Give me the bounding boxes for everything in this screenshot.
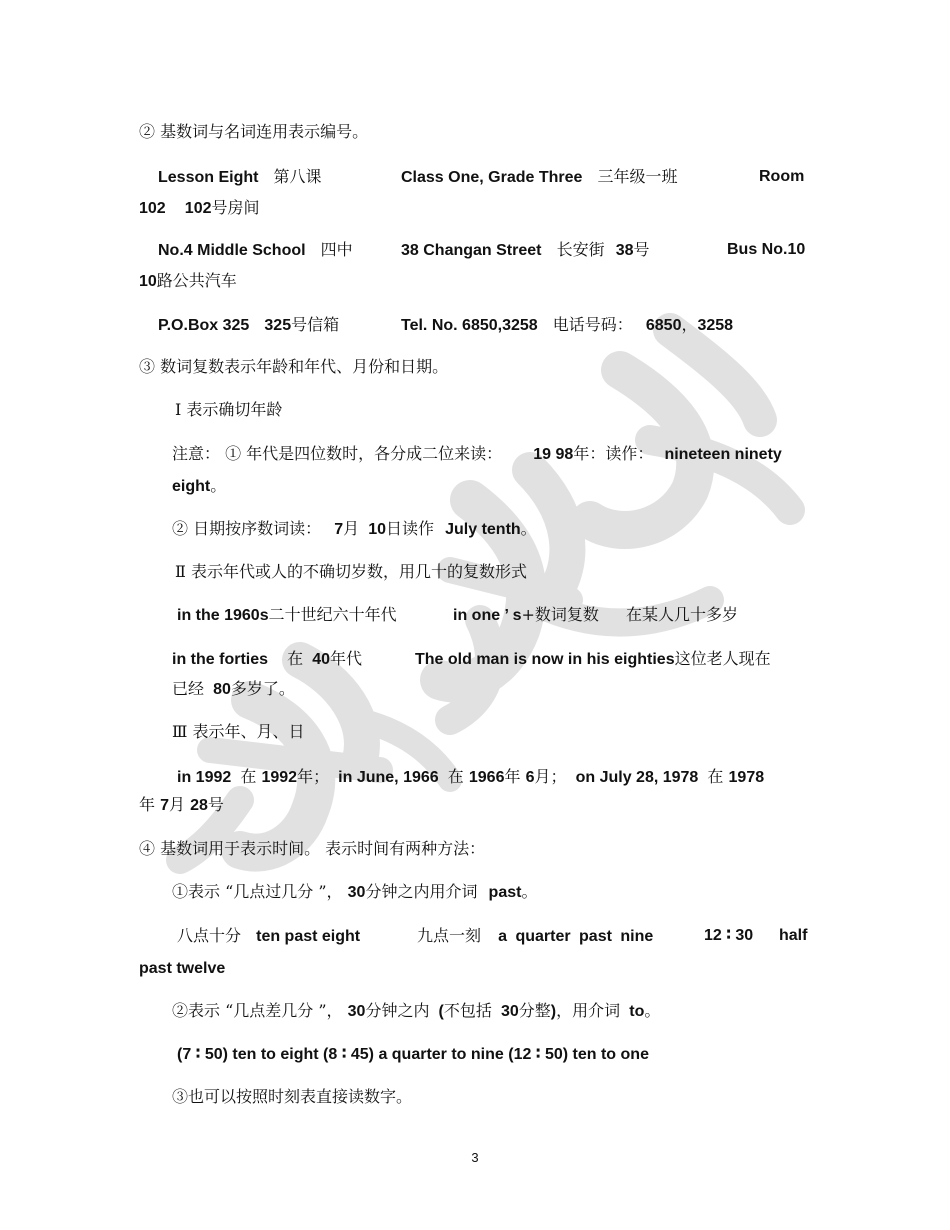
- note-en: 19 98: [533, 446, 574, 463]
- example-line: [415, 648, 771, 671]
- example-zh: 路公共汽车: [156, 271, 237, 290]
- rule-zh: 不包括: [443, 1001, 492, 1020]
- example-number: 80: [213, 681, 231, 698]
- example-number: 3258: [697, 317, 734, 334]
- date-example-cont: [139, 794, 224, 817]
- example-number: 1992: [261, 769, 298, 786]
- example-en: Tel. No. 6850,3258: [401, 317, 538, 334]
- example-zh: 三年级一班: [597, 167, 678, 186]
- example-zh: 号信箱: [291, 315, 340, 334]
- note-zh: ② 日期按序数词读：: [172, 519, 322, 538]
- example-en: 12 ∶ 30: [704, 927, 754, 944]
- example-number: 10: [139, 273, 157, 290]
- rule-en: to: [629, 1003, 645, 1020]
- rule-zh: 。: [644, 1001, 661, 1020]
- time-rule-line: ③也可以按照时刻表直接读数字。: [172, 1087, 413, 1106]
- example-en: P.O.Box 325: [158, 317, 250, 334]
- note-zh: 。: [210, 476, 227, 495]
- numbering-example-row: [158, 314, 339, 337]
- example-zh: 第八课: [273, 167, 322, 186]
- example-number: 40: [312, 651, 331, 668]
- note-line-cont: [172, 475, 226, 498]
- rule-number: 30: [347, 1003, 366, 1020]
- example-en: in June, 1966: [338, 769, 439, 786]
- rule-zh: 分整: [518, 1001, 551, 1020]
- example-zh: 月: [169, 795, 186, 814]
- example-en: 102: [139, 200, 166, 217]
- rule-zh: 分钟之内用介词: [365, 882, 478, 901]
- calligraphy-watermark: [150, 300, 830, 880]
- example-zh: +数词复数: [521, 605, 599, 624]
- example-zh: 号: [207, 795, 224, 814]
- section-heading-numbering: ② 基数词与名词连用表示编号。: [139, 122, 369, 141]
- time-example-line: [417, 925, 653, 948]
- rule-bracket: ): [550, 1003, 557, 1020]
- example-zh: 已经: [172, 679, 205, 698]
- example-zh: 九点一刻: [417, 926, 482, 945]
- numbering-example-row: [401, 166, 678, 189]
- example-zh: 在: [240, 767, 257, 786]
- numbering-example-row: [401, 314, 733, 337]
- example-zh: 号房间: [211, 198, 260, 217]
- example-zh: 年代: [330, 649, 363, 668]
- example-number: 102: [184, 200, 212, 217]
- rule-zh: 分钟之内: [365, 1001, 430, 1020]
- subheading-approx-age: Ⅱ 表示年代或人的不确切岁数，用几十的复数形式: [175, 562, 527, 581]
- example-en: in the 1960s: [177, 607, 269, 624]
- subheading-exact-age: Ⅰ 表示确切年龄: [175, 400, 283, 419]
- example-en: Lesson Eight: [158, 169, 259, 186]
- time-example-line: [177, 925, 360, 948]
- example-zh: 电话号码：: [552, 315, 633, 334]
- example-number: 325: [264, 317, 292, 334]
- numbering-example-cont: [139, 270, 237, 293]
- numbering-example-cont: [139, 197, 260, 220]
- example-number: 6850: [645, 317, 682, 334]
- example-line: [453, 604, 738, 627]
- date-example-line: [177, 766, 764, 789]
- time-rule-line: [172, 881, 537, 904]
- example-en: Room: [759, 168, 805, 185]
- example-zh: 年；: [297, 767, 330, 786]
- example-zh: 在某人几十多岁: [625, 605, 738, 624]
- example-en: in 1992: [177, 769, 232, 786]
- subheading-dates: Ⅲ 表示年、月、日: [172, 722, 305, 741]
- rule-number: 30: [500, 1003, 519, 1020]
- note-zh: 。: [520, 519, 537, 538]
- page-number: 3: [471, 1150, 479, 1165]
- numbering-example-row: [401, 239, 650, 262]
- note-line: [172, 443, 782, 466]
- example-en: ten past eight: [256, 928, 361, 945]
- example-zh: 多岁了。: [230, 679, 295, 698]
- example-number: 1978: [728, 769, 765, 786]
- example-zh: 号: [633, 240, 650, 259]
- note-zh: 月: [343, 519, 360, 538]
- example-line: [177, 604, 397, 627]
- rule-en: past: [488, 884, 522, 901]
- example-zh: 二十世纪六十年代: [268, 605, 397, 624]
- note-zh: 日读作: [386, 519, 435, 538]
- note-number: 7: [334, 521, 344, 538]
- example-number: 7: [160, 797, 170, 814]
- example-en: No.4 Middle School: [158, 242, 306, 259]
- numbering-example-row: [158, 166, 322, 189]
- note-line: [172, 518, 537, 541]
- example-zh: 月；: [534, 767, 567, 786]
- rule-zh: ②表示 “几点差几分 ”，: [172, 1001, 343, 1020]
- rule-bracket: (: [438, 1003, 444, 1020]
- example-zh: 在: [707, 767, 724, 786]
- example-line: [172, 648, 362, 671]
- example-en: Bus No.10: [727, 241, 806, 258]
- time-example-line: (7 ∶ 50) ten to eight (8 ∶ 45) a quarter to nine (12 ∶ 50) ten to one: [177, 1046, 649, 1063]
- example-en: in the forties: [172, 651, 269, 668]
- example-en: 38 Changan Street: [401, 242, 542, 259]
- example-number: 28: [190, 797, 208, 814]
- note-en: July tenth: [445, 521, 521, 538]
- section-heading-time: ④ 基数词用于表示时间。 表示时间有两种方法：: [139, 839, 486, 858]
- example-zh: 四中: [320, 240, 353, 259]
- rule-zh: ①表示 “几点过几分 ”，: [172, 882, 343, 901]
- example-zh: ，: [681, 315, 698, 334]
- example-en: half: [779, 927, 808, 944]
- example-zh: 八点十分: [177, 926, 242, 945]
- rule-zh: 。: [521, 882, 538, 901]
- example-en: The old man is now in his eighties: [415, 651, 675, 668]
- example-en: on July 28, 1978: [575, 769, 699, 786]
- example-zh: 在: [447, 767, 464, 786]
- example-en: a quarter past nine: [498, 928, 654, 945]
- example-line-cont: [172, 678, 295, 701]
- note-en: eight: [172, 478, 211, 495]
- example-en: Class One, Grade Three: [401, 169, 583, 186]
- example-zh: 在: [287, 649, 304, 668]
- example-number: 1966: [468, 769, 505, 786]
- note-zh: 年：读作：: [573, 444, 654, 463]
- time-rule-line: [172, 1000, 660, 1023]
- example-number: 6: [525, 769, 535, 786]
- example-en: in one ’ s: [453, 607, 522, 624]
- numbering-example-row: [158, 239, 353, 262]
- example-zh: 年: [139, 795, 156, 814]
- example-zh: 长安街: [556, 240, 605, 259]
- note-zh: 注意： ① 年代是四位数时，各分成二位来读：: [172, 444, 503, 463]
- rule-number: 30: [347, 884, 366, 901]
- rule-zh: ，用介词: [556, 1001, 621, 1020]
- note-en: nineteen ninety: [664, 446, 782, 463]
- example-zh: 年: [504, 767, 521, 786]
- example-zh: 这位老人现在: [674, 649, 771, 668]
- example-en: past twelve: [139, 960, 226, 977]
- note-number: 10: [368, 521, 386, 538]
- example-number: 38: [615, 242, 634, 259]
- section-heading-plural: ③ 数词复数表示年龄和年代、月份和日期。: [139, 357, 449, 376]
